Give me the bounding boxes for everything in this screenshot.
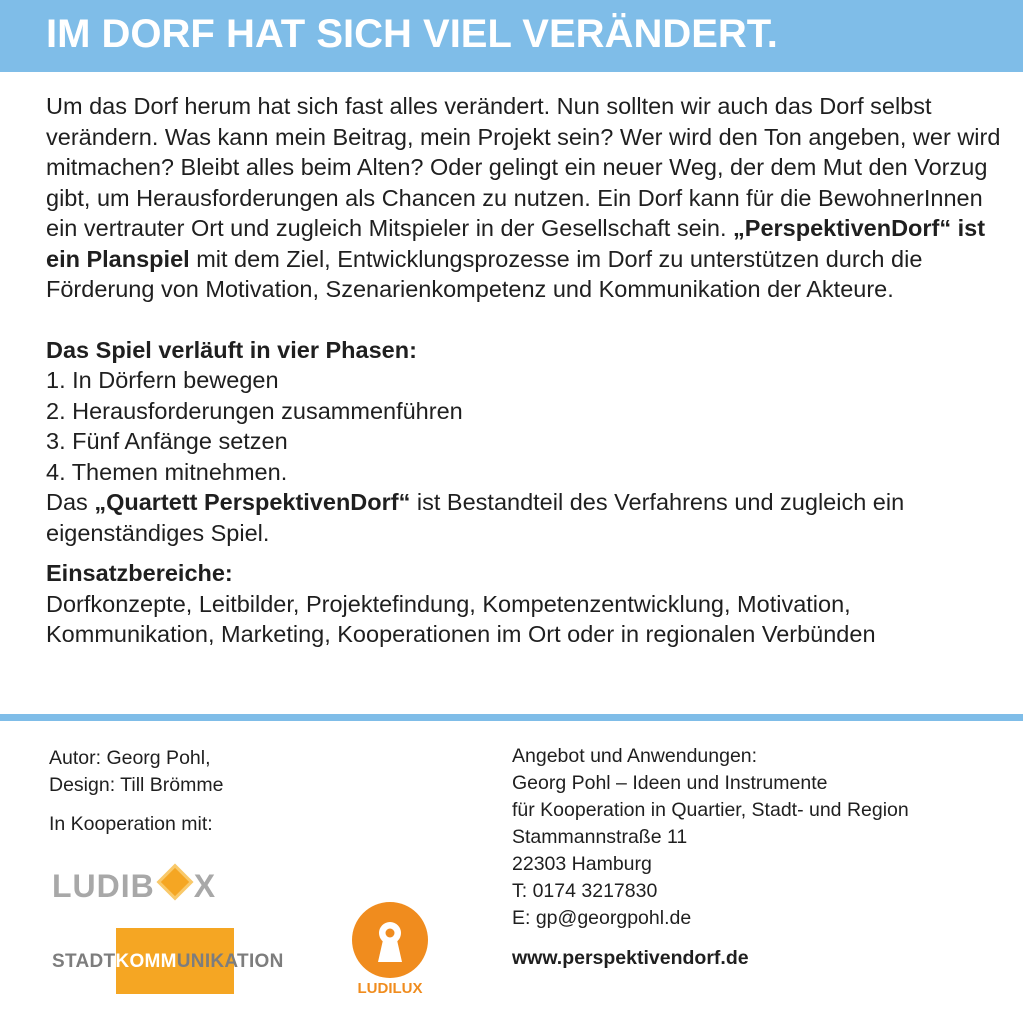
phase-item-2: 2. Herausforderungen zusammenführen [46, 397, 463, 424]
cooperation-label: In Kooperation mit: [49, 813, 213, 835]
ludibox-logo [52, 868, 216, 905]
quartett-bold-text: „Quartett PerspektivenDorf“ [94, 489, 411, 515]
stadtkommunikation-text-2: KOMM [115, 951, 177, 972]
contact-phone: T: 0174 3217830 [512, 880, 658, 902]
ludibox-logo-text-1: LUDIB [52, 868, 155, 904]
ludibox-diamond-icon [156, 864, 193, 901]
credit-design: Design: Till Brömme [49, 774, 224, 796]
intro-paragraph [46, 91, 1006, 305]
contact-block [512, 743, 909, 972]
intro-bold-text: „PerspektivenDorf“ ist ein Planspiel [46, 215, 986, 272]
ludibox-logo-text-2: X [193, 868, 217, 904]
contact-line-3: für Kooperation in Quartier, Stadt- und Region [512, 799, 909, 821]
header-banner [0, 0, 1023, 72]
phases-heading: Das Spiel verläuft in vier Phasen: [46, 336, 417, 363]
stadtkommunikation-text-1: STADT [52, 951, 116, 972]
phase-item-1: 1. In Dörfern bewegen [46, 367, 279, 393]
phase-item-4: 4. Themen mitnehmen. [46, 458, 288, 485]
intro-text-before: Um das Dorf herum hat sich fast alles verändert. Nun sollten wir auch das Dorf selbst verändern. Was kann mein Beitrag, mein Projekt sein? Wer wird den Ton angeben, wer wird mitmachen? Bleibt alles beim Alten? Oder gelingt ein neuer Weg, der dem Mut den Vorzug gibt, um Herausforderungen als Chancen zu nutzen. Ein Dorf kann für die BewohnerInnen ein vertrauter Ort und zugleich Mitspieler in der Gesellschaft sein. [46, 93, 1001, 241]
contact-address-city: 22303 Hamburg [512, 853, 652, 875]
ludilux-circle [352, 902, 428, 978]
stadtkommunikation-logo-text [52, 951, 284, 973]
section-divider [0, 714, 1023, 721]
contact-address-street: Stammannstraße 11 [512, 826, 688, 848]
areas-text: Dorfkonzepte, Leitbilder, Projektefindung, Kompetenzentwicklung, Motivation, Kommunikation, Marketing, Kooperationen im Ort oder in regionalen Verbünden [46, 590, 876, 647]
credits-block [49, 745, 223, 838]
areas-heading: Einsatzbereiche: [46, 560, 233, 586]
ludilux-name: LUDILUX [357, 980, 423, 997]
quartett-text-before: Das [46, 489, 95, 515]
contact-line-1: Angebot und Anwendungen: [512, 745, 758, 767]
contact-line-2: Georg Pohl – Ideen und Instrumente [512, 772, 828, 794]
stadtkommunikation-text-3: UNIKATION [176, 951, 284, 972]
page-title: IM DORF HAT SICH VIEL VERÄNDERT. [46, 12, 778, 56]
quartett-paragraph [46, 487, 1006, 548]
contact-email[interactable]: E: gp@georgpohl.de [512, 907, 692, 929]
quartett-text-after: ist Bestandteil des Verfahrens und zugleich ein eigenständiges Spiel. [46, 489, 905, 546]
keyhole-icon [352, 902, 428, 978]
website-link[interactable]: www.perspektivendorf.de [512, 947, 749, 969]
intro-text-after: mit dem Ziel, Entwicklungsprozesse im Dorf zu unterstützen durch die Förderung von Motivation, Szenarienkompetenz und Kommunikation der Akteure. [46, 245, 923, 302]
main-content [46, 91, 1006, 650]
stadtkommunikation-logo [52, 928, 302, 994]
credit-author: Autor: Georg Pohl, [49, 747, 211, 769]
ludilux-logo [352, 902, 428, 998]
phase-item-3: 3. Fünf Anfänge setzen [46, 428, 288, 454]
